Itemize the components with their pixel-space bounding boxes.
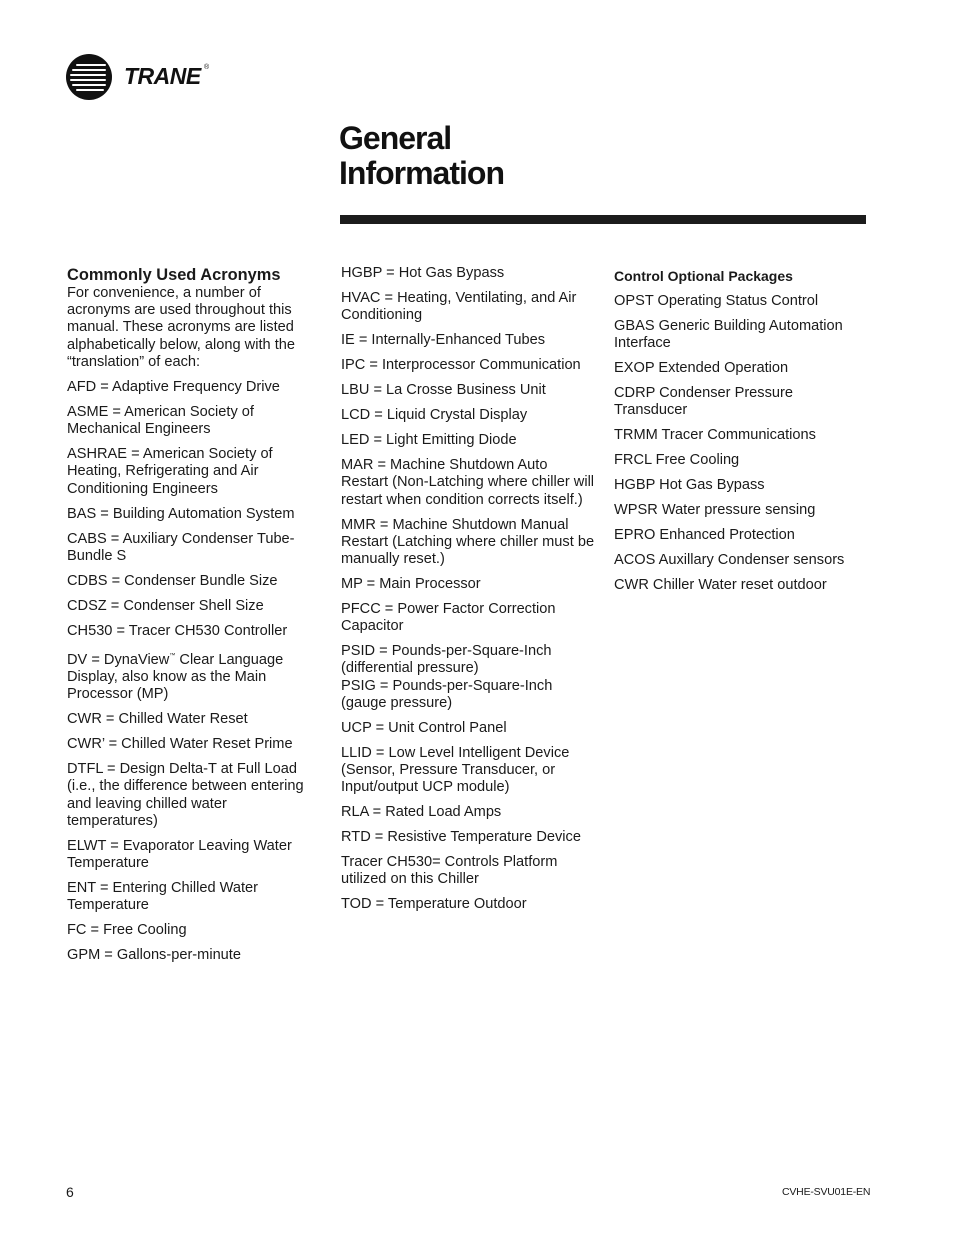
column-3 — [614, 265, 866, 602]
package-entry: ACOS Auxillary Condenser sensors — [614, 552, 845, 569]
acronym-entry: UCP = Unit Control Panel — [341, 719, 507, 736]
package-entry: HGBP Hot Gas Bypass — [614, 477, 765, 494]
package-entry: OPST Operating Status Control — [614, 293, 819, 309]
acronym-entry: BAS = Building Automation System — [67, 505, 295, 522]
registered-mark: ® — [204, 64, 210, 71]
packages-heading: Control Optional Packages — [614, 268, 793, 284]
acronym-entry: TOD = Temperature Outdoor — [341, 896, 527, 913]
acronym-entry: CDBS = Condenser Bundle Size — [67, 572, 278, 589]
page-title — [339, 121, 504, 191]
acronym-entry: ASHRAE = American Society of Heating, Refrigerating and Air Conditioning Engineers — [67, 446, 273, 497]
acronym-entry: Tracer CH530= Controls Platform utilized on this Chiller — [341, 854, 558, 888]
acronym-entry: ELWT = Evaporator Leaving Water Temperature — [67, 837, 292, 872]
acronym-entry: CWR = Chilled Water Reset — [67, 711, 248, 728]
acronym-entry: RTD = Resistive Temperature Device — [341, 829, 581, 846]
package-entry: FRCL Free Cooling — [614, 452, 740, 469]
package-entry: WPSR Water pressure sensing — [614, 502, 816, 519]
acronym-entry: LLID = Low Level Intelligent Device (Sensor, Pressure Transducer, or Input/output UCP module) — [341, 744, 570, 796]
trademark-mark: ™ — [169, 652, 176, 659]
package-entry: EXOP Extended Operation — [614, 360, 789, 377]
acronym-entry: MMR = Machine Shutdown Manual Restart (Latching where chiller must be manually reset.) — [341, 516, 595, 568]
acronym-entry: CWR’ = Chilled Water Reset Prime — [67, 736, 293, 753]
package-entry: CDRP Condenser Pressure Transducer — [614, 385, 793, 419]
acronym-entry: AFD = Adaptive Frequency Drive — [67, 379, 280, 396]
acronym-entry: CABS = Auxiliary Condenser Tube-Bundle S — [67, 530, 295, 564]
acronym-entry: LED = Light Emitting Diode — [341, 432, 517, 449]
acronyms-intro: For convenience, a number of acronyms are used throughout this manual. These acronyms are listed alphabetically below, along with the “translation” of each: — [67, 285, 295, 370]
trane-logo — [66, 54, 216, 102]
acronym-entry: CDSZ = Condenser Shell Size — [67, 597, 264, 614]
brand-name: TRANE — [124, 63, 201, 89]
acronym-entry-dv — [67, 648, 317, 704]
acronym-entry: GPM = Gallons-per-minute — [67, 947, 241, 964]
dv-prefix: DV = DynaView — [67, 651, 170, 668]
title-rule — [340, 215, 866, 224]
acronym-entry: MP = Main Processor — [341, 576, 481, 593]
acronym-entry: LBU = La Crosse Business Unit — [341, 382, 546, 399]
acronym-entry: ASME = American Society of Mechanical Engineers — [67, 404, 254, 438]
package-entry: EPRO Enhanced Protection — [614, 527, 795, 544]
acronym-entry: MAR = Machine Shutdown Auto Restart (Non-Latching where chiller will restart when condition corrects itself.) — [341, 457, 595, 508]
dv-suffix: Clear Language Display, also know as the Main Processor (MP) — [67, 651, 284, 703]
acronym-entry: CH530 = Tracer CH530 Controller — [67, 622, 288, 639]
acronyms-heading: Commonly Used Acronyms — [67, 266, 281, 284]
acronym-entry: RLA = Rated Load Amps — [341, 804, 502, 821]
page-title-line-1: General — [339, 120, 452, 156]
acronym-entry: IPC = Interprocessor Communication — [341, 357, 581, 374]
page-title-line-2: Information — [339, 155, 504, 191]
acronym-entry-psid: PSID = Pounds-per-Square-Inch (differential pressure) — [341, 643, 552, 677]
acronym-entry: DTFL = Design Delta-T at Full Load (i.e., the difference between entering and leaving chilled water temperatures) — [67, 761, 304, 829]
package-entry: CWR Chiller Water reset outdoor — [614, 577, 827, 594]
trane-disc-icon — [66, 54, 112, 100]
page-number: 6 — [66, 1184, 74, 1200]
acronym-entry: FC = Free Cooling — [67, 922, 187, 939]
package-entry: TRMM Tracer Communications — [614, 427, 816, 444]
column-2 — [341, 265, 596, 921]
acronym-entry: PFCC = Power Factor Correction Capacitor — [341, 601, 556, 635]
package-entry: GBAS Generic Building Automation Interface — [614, 318, 843, 352]
document-code: CVHE-SVU01E-EN — [782, 1186, 871, 1198]
acronym-entry: LCD = Liquid Crystal Display — [341, 407, 528, 424]
column-1 — [67, 265, 317, 972]
acronym-entry: HGBP = Hot Gas Bypass — [341, 265, 505, 281]
acronym-entry: HVAC = Heating, Ventilating, and Air Conditioning — [341, 290, 577, 324]
acronym-entry: ENT = Entering Chilled Water Temperature — [67, 880, 259, 914]
acronym-entry-psig: PSIG = Pounds-per-Square-Inch (gauge pressure) — [341, 677, 553, 711]
acronym-entry: IE = Internally-Enhanced Tubes — [341, 332, 546, 349]
